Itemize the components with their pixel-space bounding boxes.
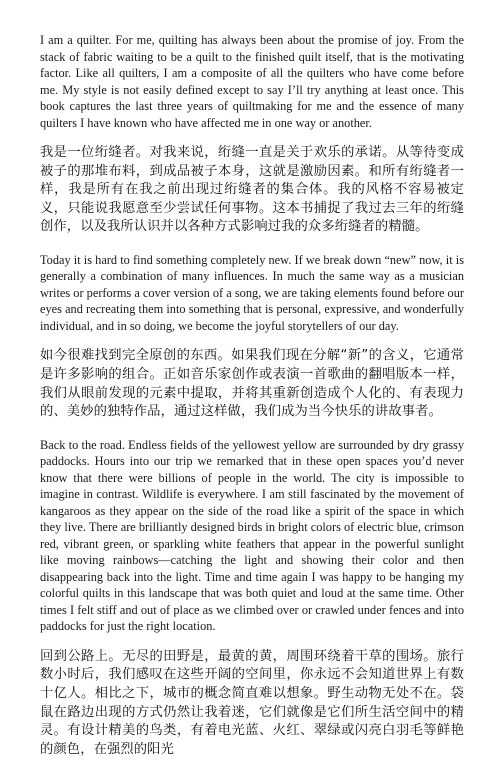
paragraph-zh-intro: 我是一位绗缝者。对我来说，绗缝一直是关于欢乐的承诺。从等待变成被子的那堆布料，到成品被子本身，这就是激励因素。和所有绗缝者一样，我是所有在我之前出现过绗缝者的集合体。我的风格不容易被定义，只能说我愿意至少尝试任何事物。这本书捕捉了我过去三年的绗缝创作，以及我所认识并以各种方式影响过我的众多绗缝者的精髓。 [40,145,464,235]
document-page [40,32,464,774]
paragraph-en-new: Today it is hard to find something completely new. If we break down “new” now, it is generally a combination of many influences. In much the same way as a musician writes or performs a cover version of a song, we are taking elements found before our eyes and recreating them into something that is personal, expressive, and wonderfully individual, and in so doing, we become the joyful storytellers of our day. [40,252,464,333]
paragraph-zh-new: 如今很难找到完全原创的东西。如果我们现在分解“新”的含义，它通常是许多影响的组合。正如音乐家创作或表演一首歌曲的翻唱版本一样，我们从眼前发现的元素中提取，并将其重新创造成个人化的、有表现力的、美妙的独特作品，通过这样做，我们成为当今快乐的讲故事者。 [40,348,464,420]
paragraph-en-intro: I am a quilter. For me, quilting has always been about the promise of joy. From the stack of fabric waiting to be a quilt to the finished quilt itself, that is the motivating factor. Like all quilters, I am a composite of all the quilters who have come before me. My style is not easily defined except to say I’ll try anything at least once. This book captures the last three years of quiltmaking for me and the essence of many quilters I have known who have affected me in one way or another. [40,33,464,130]
paragraph-zh-road: 回到公路上。无尽的田野是，最黄的黄，周围环绕着干草的围场。旅行数小时后，我们感叹在这些开阔的空间里，你永远不会知道世界上有数十亿人。相比之下，城市的概念简直难以想象。野生动物无处不在。袋鼠在路边出现的方式仍然让我着迷，它们就像是它们所生活空间中的精灵。有设计精美的鸟类，有着电光蓝、火红、翠绿或闪亮白羽毛等鲜艳的颜色，在强烈的阳光 [40,648,464,757]
paragraph-en-road: Back to the road. Endless fields of the yellowest yellow are surrounded by dry grassy paddocks. Hours into our trip we remarked that in these open spaces you’d never know that there were billions of people in the world. The city is impossible to imagine in contrast. Wildlife is everywhere. I am still fascinated by the movement of kangaroos as they appear on the side of the road like a spirit of the space in which they live. There are brilliantly designed birds in bright colors of electric blue, crimson red, vibrant green, or sparkling white feathers that appear in the powerful sunlight like moving rainbows—catching the light and showing their color and then disappearing back into the light. Time and time again I was happy to be hanging my colorful quilts in this landscape that was both quiet and loud at the same time. Other times I felt stiff and out of place as we climbed over or crawled under fences and into paddocks for just the right location. [40,437,464,634]
